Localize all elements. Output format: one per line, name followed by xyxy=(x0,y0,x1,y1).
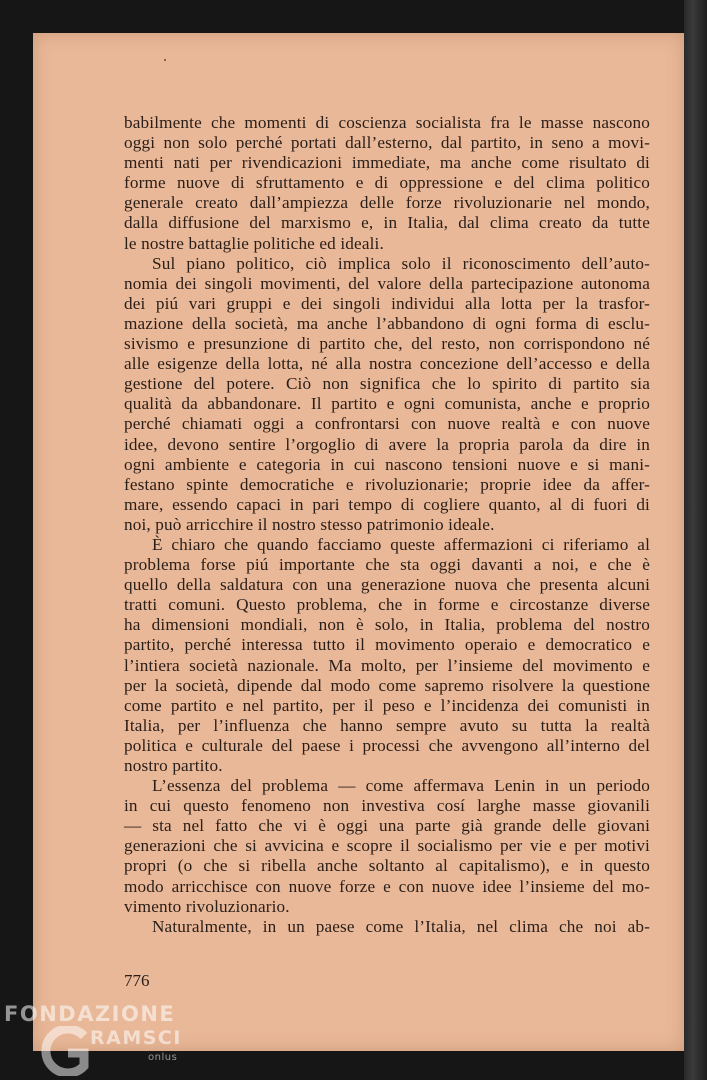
watermark-logo xyxy=(2,1002,202,1080)
text-line: Italia, per l’influenza che hanno sempre avuto su tutta la realtà xyxy=(124,715,650,735)
text-line: modo arricchisce con nuove forze e con nuove idee l’insieme del mo- xyxy=(124,876,650,896)
text-line: vimento rivoluzionario. xyxy=(124,896,290,916)
text-line: dalla diffusione del marxismo e, in Italia, dal clima creato da tutte xyxy=(124,213,650,233)
text-line: mazione della società, ma anche l’abbandono di ogni forma di esclu- xyxy=(124,313,650,333)
text-line: perché chiamati oggi a confrontarsi con nuove realtà e con nuove xyxy=(124,414,650,434)
body-text xyxy=(124,113,650,937)
text-line: generazioni che si avvicina e scopre il socialismo per vie e per motivi xyxy=(124,836,650,856)
book-spine-edge xyxy=(684,0,707,1080)
watermark-line-2: RAMSCI xyxy=(90,1027,182,1049)
text-line: nostro partito. xyxy=(124,756,223,775)
text-line: le nostre battaglie politiche ed ideali. xyxy=(124,233,384,253)
text-line: per la società, dipende dal modo come sapremo risolvere la questione xyxy=(124,675,650,695)
text-line: È chiaro che quando facciamo queste affermazioni ci riferiamo al xyxy=(152,534,650,554)
text-line: festano spinte democratiche e rivoluzionarie; proprie idee da affer- xyxy=(124,474,650,494)
text-line: alle esigenze della lotta, né alla nostra concezione dell’accesso e della xyxy=(124,354,650,374)
text-line: l’intiera società nazionale. Ma molto, per l’insieme del movimento e xyxy=(124,655,650,675)
text-line: oggi non solo perché portati dall’esterno, dal partito, in seno a movi- xyxy=(124,133,650,153)
text-line: menti nati per rivendicazioni immediate, ma anche come risultato di xyxy=(124,153,650,173)
text-line: ogni ambiente e categoria in cui nascono tensioni nuove e si mani- xyxy=(124,454,650,474)
text-line: idee, devono sentire l’orgoglio di avere la propria parola da dire in xyxy=(124,434,650,454)
text-line: quello della saldatura con una generazione nuova che presenta alcuni xyxy=(124,575,650,595)
page-number: 776 xyxy=(124,971,150,990)
text-line: generale creato dall’ampiezza delle forze rivoluzionarie nel mondo, xyxy=(124,193,650,213)
text-line: propri (o che si ribella anche soltanto al capitalismo), e in questo xyxy=(124,856,650,876)
text-line: — sta nel fatto che vi è oggi una parte già grande delle giovani xyxy=(124,816,650,836)
text-line: tratti comuni. Questo problema, che in forme e circostanze diverse xyxy=(124,595,650,615)
text-line: noi, può arricchire il nostro stesso patrimonio ideale. xyxy=(124,514,495,534)
watermark-line-3: onlus xyxy=(148,1052,178,1063)
text-line: partito, perché interessa tutto il movimento operaio e democratico e xyxy=(124,635,650,655)
text-line: qualità da abbandonare. Il partito e ogni comunista, anche e proprio xyxy=(124,394,650,414)
text-line: nomia dei singoli movimenti, del valore della partecipazione autonoma xyxy=(124,273,650,293)
text-line: ha dimensioni mondiali, non è solo, in Italia, problema del nostro xyxy=(124,615,650,635)
text-line: Naturalmente, in un paese come l’Italia, nel clima che noi ab- xyxy=(152,916,650,936)
text-line: dei piú vari gruppi e dei singoli individui alla lotta per la trasfor- xyxy=(124,293,650,313)
text-line: in cui questo fenomeno non investiva cosí larghe masse giovanili xyxy=(124,796,650,816)
text-line: mare, essendo capaci in pari tempo di cogliere quanto, al di fuori di xyxy=(124,494,650,514)
text-line: babilmente che momenti di coscienza socialista fra le masse nascono xyxy=(124,113,650,132)
book-page xyxy=(33,33,684,1051)
text-line: come partito e nel partito, per il peso e l’incidenza dei comunisti in xyxy=(124,695,650,715)
text-line: L’essenza del problema — come affermava Lenin in un periodo xyxy=(152,776,650,796)
text-line: Sul piano politico, ciò implica solo il riconoscimento dell’auto- xyxy=(152,253,650,273)
page-speck xyxy=(164,59,166,61)
text-line: problema forse piú importante che sta oggi davanti a noi, e che è xyxy=(124,555,650,575)
text-line: forme nuove di sfruttamento e di oppressione e del clima politico xyxy=(124,173,650,193)
text-line: sivismo e presunzione di partito che, del resto, non corrispondono né xyxy=(124,334,650,354)
watermark-g-icon xyxy=(32,1026,92,1076)
text-line: politica e culturale del paese i processi che avvengono all’interno del xyxy=(124,735,650,755)
watermark-line-1: FONDAZIONE xyxy=(4,1002,176,1026)
text-line: gestione del potere. Ciò non significa che lo spirito di partito sia xyxy=(124,374,650,394)
